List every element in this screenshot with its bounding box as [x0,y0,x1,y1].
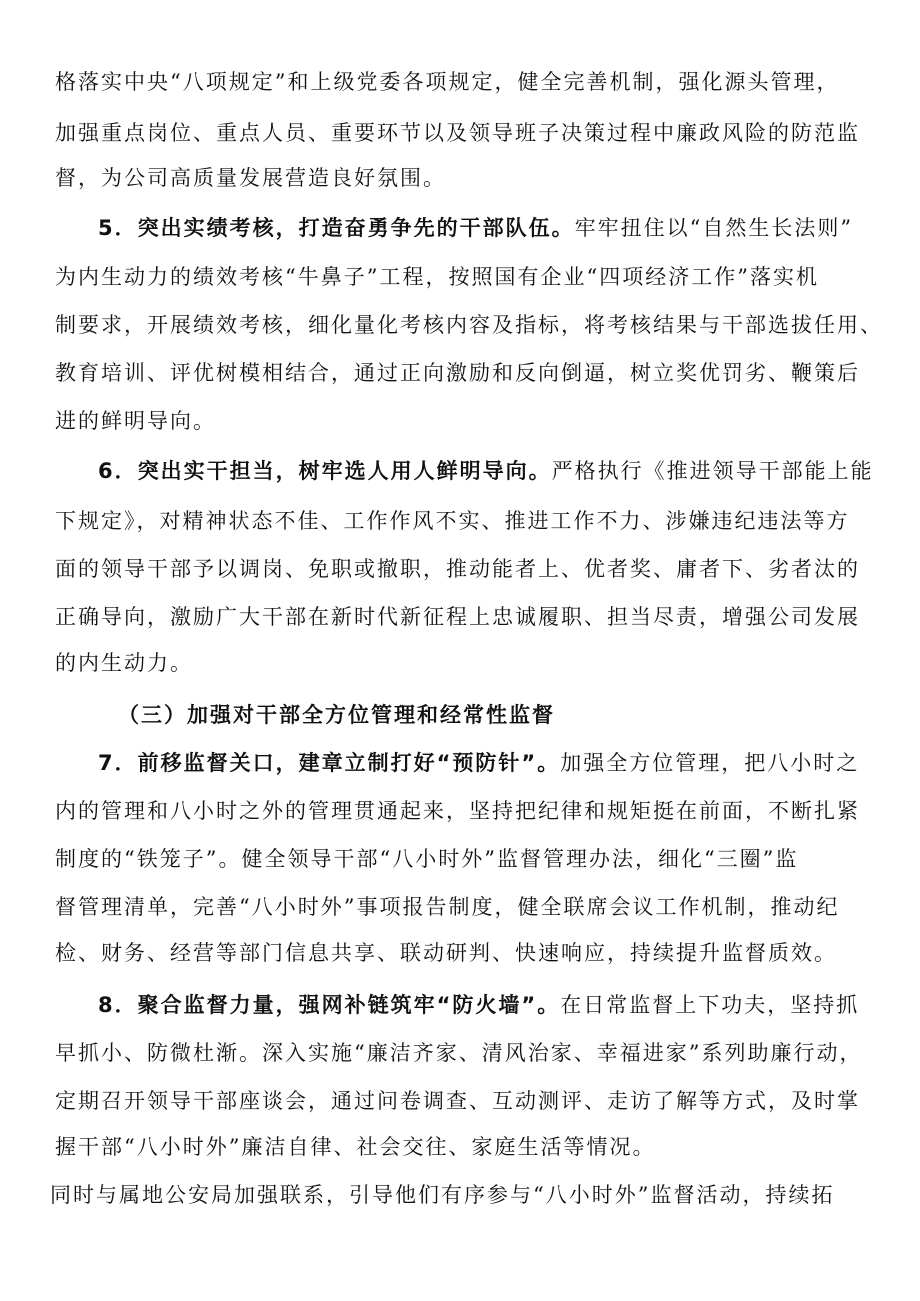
paragraph-8-heading: 8．聚合监督力量，强网补链筑牢“防火墙”。 [98,993,561,1017]
text-line: 制度的“铁笼子”。健全领导干部“八小时外”监督管理办法，细化“三圈”监 [55,847,799,871]
text-line: 制要求，开展绩效考核，细化量化考核内容及指标，将考核结果与干部选拔任用、 [55,313,883,337]
paragraph-5-heading: 5．突出实绩考核，打造奋勇争先的干部队伍。 [98,216,575,240]
text-line: 面的领导干部予以调岗、免职或撤职，推动能者上、优者奖、庸者下、劣者汰的 [55,557,860,581]
paragraph-7-body: 加强全方位管理，把八小时之 [560,751,860,775]
paragraph-6-first-line [98,456,874,486]
section-3-heading: （三）加强对干部全方位管理和经常性监督 [118,702,555,727]
text-line: 进的鲜明导向。 [55,409,216,433]
paragraph-6-heading: 6．突出实干担当，树牢选人用人鲜明导向。 [98,459,552,483]
text-line: 正确导向，激励广大干部在新时代新征程上忠诚履职、担当尽责，增强公司发展 [55,605,860,629]
paragraph-7-heading: 7．前移监督关口，建章立制打好“预防针”。 [98,751,561,775]
text-line: 同时与属地公安局加强联系，引导他们有序参与“八小时外”监督活动，持续拓 [50,1183,835,1207]
text-line: 格落实中央“八项规定”和上级党委各项规定，健全完善机制，强化源头管理， [55,70,840,94]
paragraph-5-body: 牢牢扭住以“自然生长法则” [574,216,854,240]
text-line: 督，为公司高质量发展营造良好氛围。 [55,166,446,190]
paragraph-8-body: 在日常监督上下功夫，坚持抓 [560,993,860,1017]
text-line: 为内生动力的绩效考核“牛鼻子”工程，按照国有企业“四项经济工作”落实机 [55,265,819,289]
text-line: 教育培训、评优树模相结合，通过正向激励和反向倒逼，树立奖优罚劣、鞭策后 [55,361,860,385]
text-line: 的内生动力。 [55,651,193,675]
text-line: 握干部“八小时外”廉洁自律、社会交往、家庭生活等情况。 [55,1135,656,1159]
paragraph-7-first-line [98,748,859,778]
paragraph-5-first-line [98,213,853,243]
text-line: 下规定》，对精神状态不佳、工作作风不实、推进工作不力、涉嫌违纪违法等方 [55,509,850,533]
text-line: 检、财务、经营等部门信息共享、联动研判、快速响应，持续提升监督质效。 [55,941,837,965]
paragraph-6-body: 严格执行《推进领导干部能上能 [551,459,874,483]
paragraph-8-first-line [98,990,859,1020]
text-line: 督管理清单，完善“八小时外”事项报告制度，健全联席会议工作机制，推动纪 [55,895,840,919]
text-line: 内的管理和八小时之外的管理贯通起来，坚持把纪律和规矩挺在前面，不断扎紧 [55,799,860,823]
text-line: 早抓小、防微杜渐。深入实施“廉洁齐家、清风治家、幸福进家”系列助廉行动， [55,1041,863,1065]
text-line: 加强重点岗位、重点人员、重要环节以及领导班子决策过程中廉政风险的防范监 [55,121,860,145]
text-line: 定期召开领导干部座谈会，通过问卷调查、互动测评、走访了解等方式，及时掌 [55,1089,860,1113]
